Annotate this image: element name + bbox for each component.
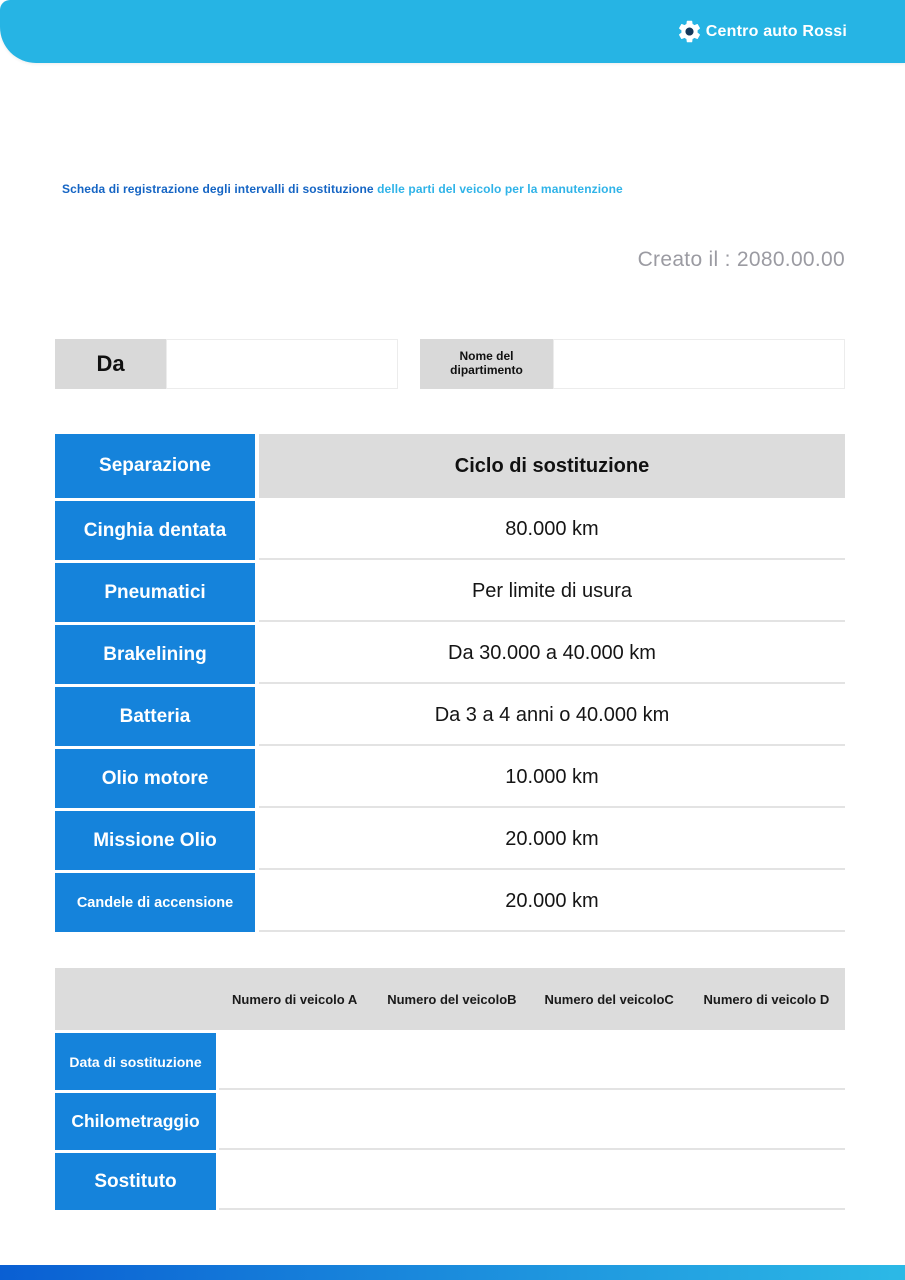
from-field-group — [55, 339, 398, 389]
header-bar — [0, 0, 905, 63]
log-row — [55, 1093, 845, 1150]
from-field-label: Da — [55, 339, 166, 389]
table-row — [55, 687, 845, 746]
log-cell[interactable] — [376, 1153, 533, 1210]
part-label-cell: Brakelining — [55, 625, 255, 684]
table-row — [55, 749, 845, 808]
header-cell-separazione: Separazione — [55, 434, 255, 498]
log-column-header: Numero del veicoloB — [387, 991, 517, 1007]
form-fields-row — [55, 339, 845, 389]
log-row — [55, 1153, 845, 1210]
brand-text: Centro auto Rossi — [705, 22, 847, 40]
replacement-table-header — [55, 434, 845, 498]
page-title — [62, 182, 782, 196]
log-cell[interactable] — [689, 1033, 846, 1090]
part-label-cell: Pneumatici — [55, 563, 255, 622]
cycle-value-cell: 20.000 km — [259, 811, 845, 870]
cycle-value-cell: Da 30.000 a 40.000 km — [259, 625, 845, 684]
footer-bar — [0, 1265, 905, 1280]
log-column-header: Numero di veicolo A — [232, 991, 358, 1007]
log-table-header — [55, 968, 845, 1030]
table-row — [55, 501, 845, 560]
log-column-header: Numero del veicoloC — [544, 991, 674, 1007]
log-row-cells — [219, 1033, 845, 1090]
log-row-label: Sostituto — [55, 1153, 216, 1210]
log-row — [55, 1033, 845, 1090]
log-cell[interactable] — [689, 1153, 846, 1210]
log-cell[interactable] — [689, 1093, 846, 1150]
gear-icon — [676, 18, 703, 45]
log-cell[interactable] — [376, 1033, 533, 1090]
log-cell[interactable] — [376, 1093, 533, 1150]
table-row — [55, 811, 845, 870]
log-cell[interactable] — [532, 1033, 689, 1090]
created-date: Creato il : 2080.00.00 — [637, 248, 845, 271]
part-label-cell: Missione Olio — [55, 811, 255, 870]
cycle-value-cell: 20.000 km — [259, 873, 845, 932]
page-title-primary: Scheda di registrazione degli intervalli di sostituzione — [62, 182, 378, 196]
department-field-label: Nome del dipartimento — [420, 339, 553, 389]
log-cell[interactable] — [219, 1093, 376, 1150]
log-column-header: Numero di veicolo D — [703, 991, 830, 1007]
table-row — [55, 563, 845, 622]
replacement-table — [55, 434, 845, 935]
log-row-label: Data di sostituzione — [55, 1033, 216, 1090]
part-label-cell: Olio motore — [55, 749, 255, 808]
part-label-cell: Cinghia dentata — [55, 501, 255, 560]
log-cell[interactable] — [219, 1153, 376, 1210]
brand-logo — [676, 18, 847, 45]
log-cell[interactable] — [532, 1093, 689, 1150]
log-cell[interactable] — [532, 1153, 689, 1210]
log-row-cells — [219, 1093, 845, 1150]
cycle-value-cell: Da 3 a 4 anni o 40.000 km — [259, 687, 845, 746]
log-row-cells — [219, 1153, 845, 1210]
table-row — [55, 625, 845, 684]
log-table — [55, 968, 845, 1213]
cycle-value-cell: Per limite di usura — [259, 563, 845, 622]
page-title-secondary: delle parti del veicolo per la manutenzione — [377, 182, 623, 196]
table-row — [55, 873, 845, 932]
part-label-cell: Candele di accensione — [55, 873, 255, 932]
cycle-value-cell: 10.000 km — [259, 749, 845, 808]
department-field-group — [420, 339, 845, 389]
header-cell-ciclo: Ciclo di sostituzione — [259, 434, 845, 498]
log-row-label: Chilometraggio — [55, 1093, 216, 1150]
part-label-cell: Batteria — [55, 687, 255, 746]
department-field-input[interactable] — [553, 339, 845, 389]
from-field-input[interactable] — [166, 339, 398, 389]
log-cell[interactable] — [219, 1033, 376, 1090]
cycle-value-cell: 80.000 km — [259, 501, 845, 560]
